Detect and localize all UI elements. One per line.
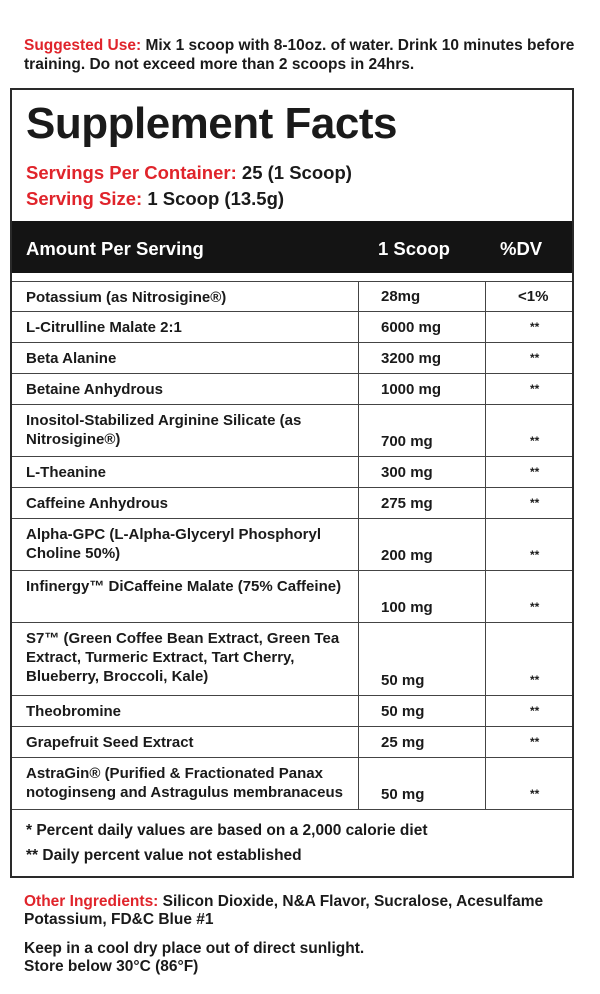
ingredient-dv-cell: [484, 758, 572, 809]
ingredient-dv-cell: [484, 457, 572, 487]
ingredient-dv: **: [530, 496, 540, 510]
ingredient-name: Theobromine: [26, 703, 122, 720]
ingredient-dv: **: [530, 673, 540, 687]
supplement-facts-panel: [10, 88, 574, 878]
table-row: [12, 374, 572, 405]
servings-value: 25 (1 Scoop): [236, 162, 352, 183]
ingredient-amount: 100 mg: [381, 599, 433, 616]
ingredient-amount-cell: [358, 457, 486, 487]
ingredient-name: Grapefruit Seed Extract: [26, 734, 194, 751]
other-ingredients-label: Other Ingredients:: [24, 893, 159, 910]
ingredient-dv-cell: [484, 623, 572, 695]
ingredient-dv-cell: [484, 312, 572, 342]
ingredient-amount: 700 mg: [381, 433, 433, 450]
ingredient-dv: **: [530, 600, 540, 614]
ingredient-amount-cell: [358, 519, 486, 570]
footnote-not-established: ** Daily percent value not established: [26, 847, 302, 864]
ingredient-amount-cell: [358, 312, 486, 342]
suggested-use-text: Mix 1 scoop with 8-10oz. of water. Drink 10 minutes before training. Do not exceed more than 2 scoops in 24hrs.: [24, 37, 575, 73]
ingredient-dv: **: [530, 351, 540, 365]
ingredient-dv-cell: [484, 519, 572, 570]
table-row: [12, 343, 572, 374]
serving-size-value: 1 Scoop (13.5g): [142, 188, 285, 209]
ingredient-dv: **: [530, 465, 540, 479]
ingredient-dv-cell: [484, 696, 572, 726]
ingredient-amount-cell: [358, 758, 486, 809]
header-amount-per-serving: Amount Per Serving: [26, 238, 204, 259]
footnotes: [26, 818, 427, 868]
storage-line-2: Store below 30°C (86°F): [24, 958, 199, 975]
servings-info: [26, 160, 352, 212]
ingredient-amount-cell: [358, 282, 486, 311]
ingredient-amount-cell: [358, 571, 486, 622]
ingredient-amount-cell: [358, 488, 486, 518]
ingredient-amount: 300 mg: [381, 464, 433, 481]
ingredient-name: S7™ (Green Coffee Bean Extract, Green Tea Extract, Turmeric Extract, Tart Cherry, Blueberry, Broccoli, Kale): [26, 630, 340, 685]
ingredient-name: Infinergy™ DiCaffeine Malate (75% Caffeine): [26, 578, 342, 595]
storage-instructions: [24, 940, 594, 976]
ingredient-dv: **: [530, 320, 540, 334]
ingredient-dv: **: [530, 548, 540, 562]
ingredient-name: L-Theanine: [26, 464, 107, 481]
servings-per-container: [26, 160, 352, 186]
servings-label: Servings Per Container:: [26, 162, 237, 183]
table-row: [12, 281, 572, 312]
table-row: [12, 571, 572, 623]
ingredient-dv-cell: [484, 488, 572, 518]
ingredient-amount: 6000 mg: [381, 319, 442, 336]
table-row: [12, 696, 572, 727]
suggested-use-label: Suggested Use:: [24, 37, 142, 54]
storage-line-1: Keep in a cool dry place out of direct sunlight.: [24, 940, 365, 957]
ingredient-dv: **: [530, 735, 540, 749]
ingredient-amount: 28mg: [381, 288, 421, 305]
ingredient-dv: **: [530, 382, 540, 396]
ingredient-amount: 200 mg: [381, 547, 433, 564]
ingredient-dv-cell: [484, 282, 572, 311]
ingredient-amount-cell: [358, 374, 486, 404]
ingredient-name: Potassium (as Nitrosigine®): [26, 289, 227, 306]
ingredient-amount-cell: [358, 405, 486, 456]
ingredient-dv-cell: [484, 571, 572, 622]
header-dv: %DV: [500, 238, 543, 259]
table-row: [12, 312, 572, 343]
ingredient-name: Betaine Anhydrous: [26, 381, 163, 398]
ingredient-dv: **: [530, 434, 540, 448]
ingredient-dv-cell: [484, 343, 572, 373]
table-row: [12, 758, 572, 810]
table-row: [12, 405, 572, 457]
ingredient-amount: 1000 mg: [381, 381, 442, 398]
serving-size-label: Serving Size:: [26, 188, 143, 209]
ingredient-name: Alpha-GPC (L-Alpha-Glyceryl Phosphoryl Choline 50%): [26, 526, 322, 562]
other-ingredients: [24, 893, 594, 929]
ingredient-amount: 25 mg: [381, 734, 425, 751]
ingredient-amount: 3200 mg: [381, 350, 442, 367]
table-row: [12, 457, 572, 488]
suggested-use: [24, 36, 594, 74]
serving-size: [26, 186, 352, 212]
other-ingredients-text: Silicon Dioxide, N&A Flavor, Sucralose, Acesulfame Potassium, FD&C Blue #1: [24, 893, 544, 928]
table-row: [12, 727, 572, 758]
ingredient-amount-cell: [358, 343, 486, 373]
ingredient-amount: 50 mg: [381, 786, 425, 803]
table-header: [12, 221, 572, 273]
ingredient-dv: <1%: [518, 288, 549, 305]
ingredient-dv-cell: [484, 374, 572, 404]
table-row: [12, 623, 572, 696]
ingredient-name: Beta Alanine: [26, 350, 117, 367]
header-scoop: 1 Scoop: [378, 238, 450, 259]
ingredient-table: [12, 281, 572, 810]
ingredient-amount-cell: [358, 727, 486, 757]
ingredient-dv-cell: [484, 727, 572, 757]
ingredient-dv-cell: [484, 405, 572, 456]
facts-title: Supplement Facts: [26, 99, 397, 148]
table-row: [12, 519, 572, 571]
ingredient-amount-cell: [358, 623, 486, 695]
footnote-daily-values: * Percent daily values are based on a 2,000 calorie diet: [26, 822, 428, 839]
table-row: [12, 488, 572, 519]
ingredient-amount: 50 mg: [381, 703, 425, 720]
ingredient-dv: **: [530, 704, 540, 718]
ingredient-dv: **: [530, 787, 540, 801]
ingredient-name: L-Citrulline Malate 2:1: [26, 319, 182, 336]
ingredient-amount-cell: [358, 696, 486, 726]
ingredient-name: Caffeine Anhydrous: [26, 495, 168, 512]
ingredient-amount: 275 mg: [381, 495, 433, 512]
ingredient-amount: 50 mg: [381, 672, 425, 689]
ingredient-name: AstraGin® (Purified & Fractionated Panax notoginseng and Astragulus membranaceus: [26, 765, 343, 801]
ingredient-name: Inositol-Stabilized Arginine Silicate (as Nitrosigine®): [26, 412, 302, 448]
